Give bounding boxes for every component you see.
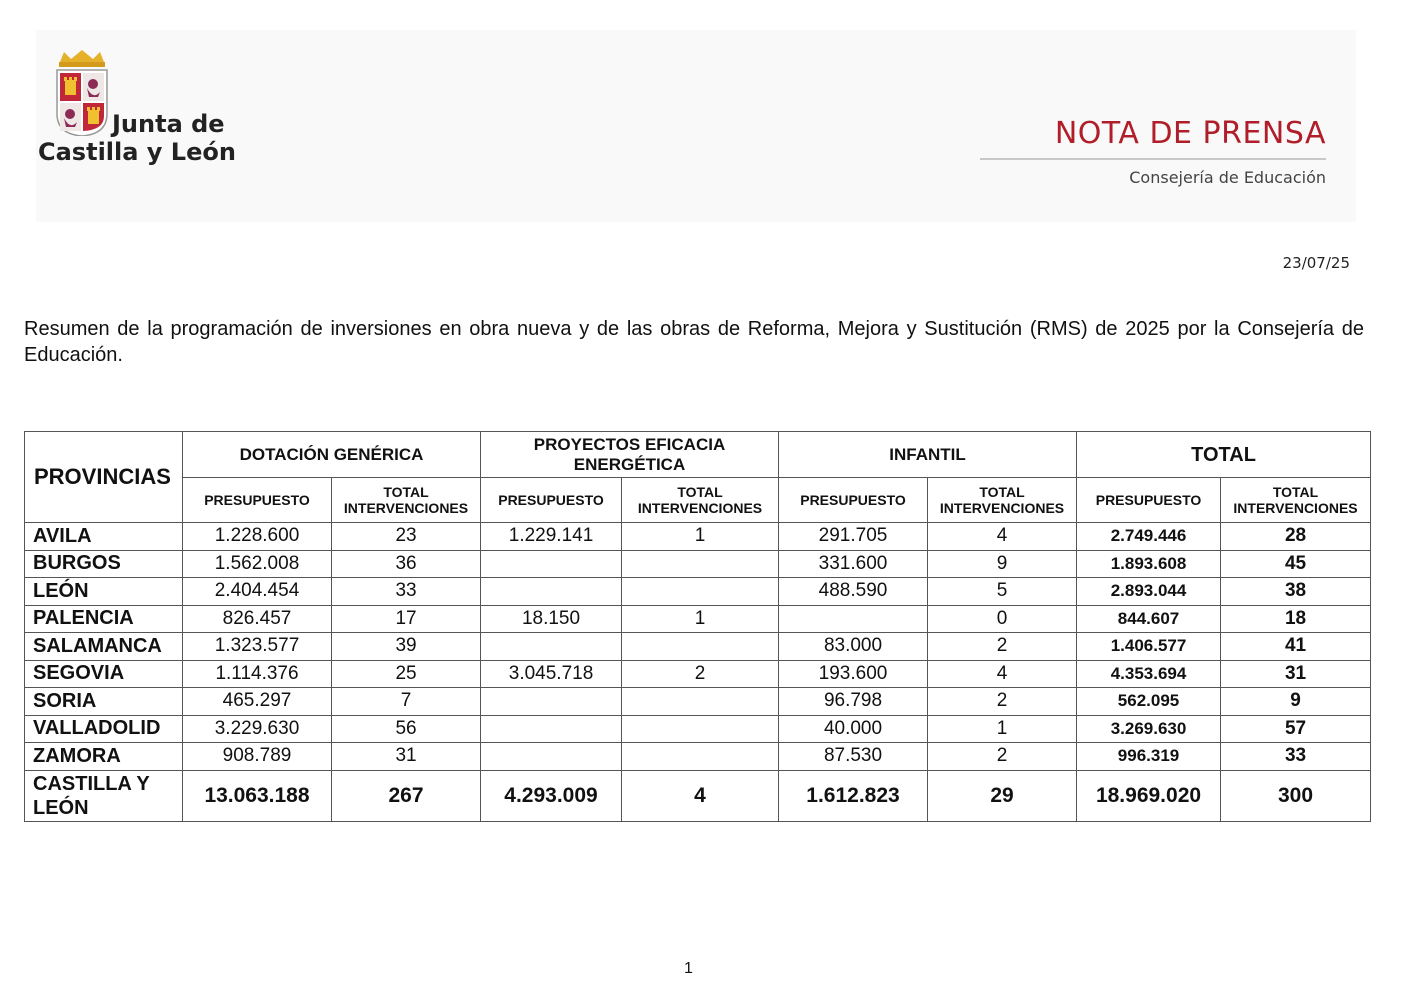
budget-cell: 87.530 — [779, 743, 928, 771]
interventions-cell: 29 — [928, 770, 1077, 821]
interventions-cell: 33 — [1221, 743, 1371, 771]
interventions-cell: 17 — [332, 605, 481, 633]
subheader-interventions: TOTAL INTERVENCIONES — [1221, 478, 1371, 523]
budget-cell: 1.893.608 — [1077, 550, 1221, 578]
interventions-cell: 1 — [928, 715, 1077, 743]
logo-line-2: Castilla y León — [38, 138, 236, 166]
budget-cell: 96.798 — [779, 688, 928, 716]
table-row — [25, 715, 1371, 743]
budget-cell: 908.789 — [183, 743, 332, 771]
page-number: 1 — [684, 960, 693, 977]
province-name: SORIA — [25, 688, 183, 716]
table-row — [25, 660, 1371, 688]
interventions-cell: 39 — [332, 633, 481, 661]
intro-paragraph: Resumen de la programación de inversiones en obra nueva y de las obras de Reforma, Mejora y Sustitución (RMS) de 2025 por la Consejería de Educación. — [24, 318, 1364, 366]
interventions-cell: 23 — [332, 523, 481, 551]
interventions-cell: 31 — [332, 743, 481, 771]
investment-table — [24, 431, 1371, 822]
budget-cell: 844.607 — [1077, 605, 1221, 633]
table-row — [25, 688, 1371, 716]
interventions-cell: 1 — [622, 523, 779, 551]
budget-cell: 2.749.446 — [1077, 523, 1221, 551]
province-name: LEÓN — [25, 578, 183, 606]
table-header-sub — [25, 478, 1371, 523]
budget-cell: 3.045.718 — [481, 660, 622, 688]
interventions-cell: 33 — [332, 578, 481, 606]
interventions-cell: 300 — [1221, 770, 1371, 821]
budget-cell: 4.293.009 — [481, 770, 622, 821]
interventions-cell — [622, 550, 779, 578]
budget-cell: 4.353.694 — [1077, 660, 1221, 688]
interventions-cell — [622, 578, 779, 606]
table-body — [25, 523, 1371, 822]
subheader-budget: PRESUPUESTO — [481, 478, 622, 523]
table-header-groups — [25, 432, 1371, 478]
press-title: NOTA DE PRENSA — [1054, 116, 1326, 151]
budget-cell: 465.297 — [183, 688, 332, 716]
budget-cell: 291.705 — [779, 523, 928, 551]
budget-cell: 2.893.044 — [1077, 578, 1221, 606]
subheader-interventions: TOTAL INTERVENCIONES — [332, 478, 481, 523]
budget-cell: 1.114.376 — [183, 660, 332, 688]
table-row — [25, 743, 1371, 771]
interventions-cell: 45 — [1221, 550, 1371, 578]
budget-cell — [481, 550, 622, 578]
budget-cell — [481, 743, 622, 771]
interventions-cell: 2 — [928, 688, 1077, 716]
interventions-cell: 38 — [1221, 578, 1371, 606]
interventions-cell — [622, 633, 779, 661]
subheader-budget: PRESUPUESTO — [779, 478, 928, 523]
province-name: SEGOVIA — [25, 660, 183, 688]
press-divider — [980, 158, 1326, 160]
budget-cell: 996.319 — [1077, 743, 1221, 771]
budget-cell: 1.612.823 — [779, 770, 928, 821]
date: 23/07/25 — [1282, 254, 1350, 272]
interventions-cell: 5 — [928, 578, 1077, 606]
press-subtitle: Consejería de Educación — [1129, 168, 1326, 187]
budget-cell — [481, 578, 622, 606]
table-row — [25, 550, 1371, 578]
interventions-cell — [622, 715, 779, 743]
province-name: AVILA — [25, 523, 183, 551]
interventions-cell: 18 — [1221, 605, 1371, 633]
interventions-cell: 2 — [928, 743, 1077, 771]
table-row — [25, 633, 1371, 661]
budget-cell: 826.457 — [183, 605, 332, 633]
group-header — [481, 432, 779, 478]
budget-cell: 1.323.577 — [183, 633, 332, 661]
interventions-cell: 0 — [928, 605, 1077, 633]
province-name: BURGOS — [25, 550, 183, 578]
interventions-cell: 9 — [928, 550, 1077, 578]
table-row — [25, 578, 1371, 606]
group-header-label: PROYECTOS EFICACIA ENERGÉTICA — [533, 434, 726, 474]
budget-cell: 3.269.630 — [1077, 715, 1221, 743]
group-header: TOTAL — [1077, 432, 1371, 478]
interventions-cell: 2 — [928, 633, 1077, 661]
interventions-cell: 41 — [1221, 633, 1371, 661]
interventions-cell: 9 — [1221, 688, 1371, 716]
interventions-cell: 7 — [332, 688, 481, 716]
budget-cell: 2.404.454 — [183, 578, 332, 606]
budget-cell: 1.562.008 — [183, 550, 332, 578]
group-header: DOTACIÓN GENÉRICA — [183, 432, 481, 478]
interventions-cell: 4 — [928, 660, 1077, 688]
interventions-cell: 36 — [332, 550, 481, 578]
interventions-cell: 57 — [1221, 715, 1371, 743]
budget-cell: 40.000 — [779, 715, 928, 743]
interventions-cell: 4 — [622, 770, 779, 821]
provinces-header: PROVINCIAS — [25, 432, 183, 523]
subheader-interventions: TOTAL INTERVENCIONES — [622, 478, 779, 523]
interventions-cell: 4 — [928, 523, 1077, 551]
subheader-budget: PRESUPUESTO — [1077, 478, 1221, 523]
budget-cell: 1.406.577 — [1077, 633, 1221, 661]
budget-cell — [779, 605, 928, 633]
province-name: SALAMANCA — [25, 633, 183, 661]
interventions-cell: 2 — [622, 660, 779, 688]
interventions-cell: 267 — [332, 770, 481, 821]
interventions-cell: 56 — [332, 715, 481, 743]
interventions-cell — [622, 688, 779, 716]
province-name: VALLADOLID — [25, 715, 183, 743]
budget-cell: 13.063.188 — [183, 770, 332, 821]
budget-cell: 3.229.630 — [183, 715, 332, 743]
budget-cell: 1.229.141 — [481, 523, 622, 551]
logo-line-1: Junta de — [112, 110, 225, 138]
budget-cell: 193.600 — [779, 660, 928, 688]
interventions-cell: 1 — [622, 605, 779, 633]
budget-cell: 562.095 — [1077, 688, 1221, 716]
table-row — [25, 523, 1371, 551]
budget-cell — [481, 633, 622, 661]
budget-cell: 18.969.020 — [1077, 770, 1221, 821]
interventions-cell — [622, 743, 779, 771]
group-header: INFANTIL — [779, 432, 1077, 478]
budget-cell: 488.590 — [779, 578, 928, 606]
table-total-row — [25, 770, 1371, 821]
budget-cell: 18.150 — [481, 605, 622, 633]
logo — [38, 50, 248, 170]
budget-cell: 1.228.600 — [183, 523, 332, 551]
interventions-cell: 28 — [1221, 523, 1371, 551]
budget-cell: 331.600 — [779, 550, 928, 578]
province-name: PALENCIA — [25, 605, 183, 633]
budget-cell — [481, 688, 622, 716]
press-release-header — [980, 116, 1326, 187]
province-name: ZAMORA — [25, 743, 183, 771]
province-name: CASTILLA Y LEÓN — [25, 770, 183, 821]
budget-cell — [481, 715, 622, 743]
table-row — [25, 605, 1371, 633]
logo-wordmark — [38, 110, 248, 166]
subheader-budget: PRESUPUESTO — [183, 478, 332, 523]
subheader-interventions: TOTAL INTERVENCIONES — [928, 478, 1077, 523]
interventions-cell: 25 — [332, 660, 481, 688]
budget-cell: 83.000 — [779, 633, 928, 661]
interventions-cell: 31 — [1221, 660, 1371, 688]
